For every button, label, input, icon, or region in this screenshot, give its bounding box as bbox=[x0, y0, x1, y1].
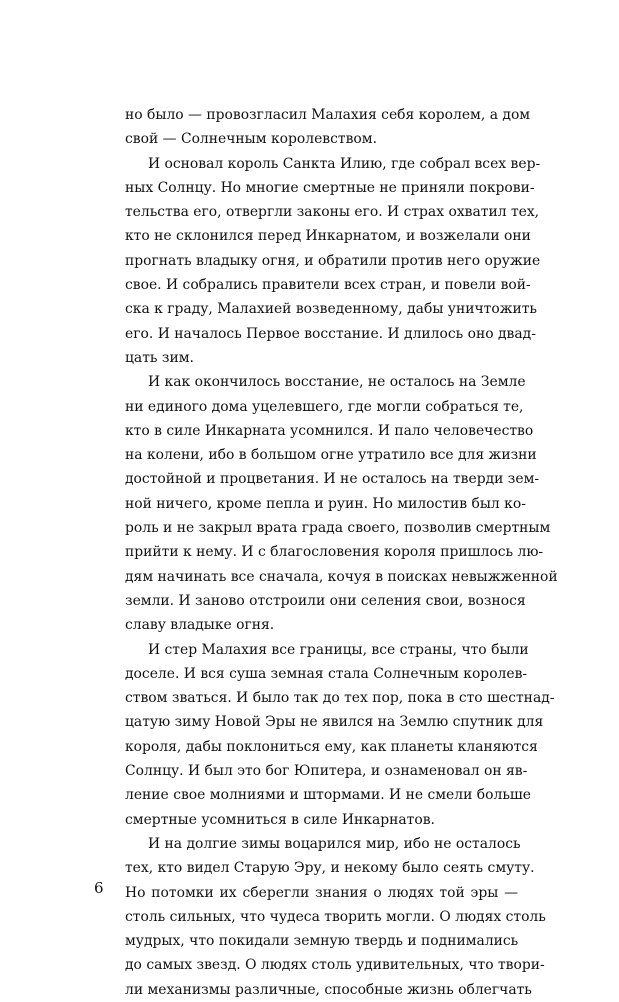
text-line: мудрых, что покидали земную твердь и поднимались bbox=[125, 933, 519, 950]
text-line: цатую зиму Новой Эры не явился на Землю спутник для bbox=[125, 714, 544, 731]
text-line: цать зим. bbox=[125, 349, 194, 366]
text-line: на колени, ибо в большом огне утратило все для жизни bbox=[125, 447, 537, 464]
text-line: ни единого дома уцелевшего, где могли собраться те, bbox=[125, 398, 524, 415]
text-line: земли. И заново отстроили они селения свои, вознося bbox=[125, 592, 526, 609]
text-line: ной ничего, кроме пепла и руин. Но милостив был ко- bbox=[125, 495, 526, 512]
text-line: роль и не закрыл врата града своего, позволив смертным bbox=[125, 520, 551, 537]
text-line: тельства его, отвергли законы его. И страх охватил тех, bbox=[125, 204, 540, 221]
text-line: прогнать владыку огня, и обратили против него оружие bbox=[125, 252, 541, 269]
paragraph-first-line: И на долгие зимы воцарился мир, ибо не осталось bbox=[148, 835, 521, 852]
text-line: ска к граду, Малахией возведенному, дабы уничтожить bbox=[125, 301, 537, 318]
page-body-text bbox=[125, 103, 558, 1002]
paragraph-first-line: И стер Малахия все границы, все страны, что были bbox=[148, 641, 529, 658]
text-line: его. И началось Первое восстание. И длилось оно двад- bbox=[125, 325, 536, 342]
text-line: ных Солнцу. Но многие смертные не приняли покрови- bbox=[125, 179, 535, 196]
text-line: до самых звезд. О людях столь удивительных, что твори- bbox=[125, 957, 545, 974]
text-line: столь сильных, что чудеса творить могли. О людях столь bbox=[125, 908, 546, 925]
text-line: доселе. И вся суша земная стала Солнечным королев- bbox=[125, 665, 528, 682]
text-line: свой — Солнечным королевством. bbox=[125, 131, 377, 148]
paragraph-first-line: И основал король Санкта Илию, где собрал всех вер- bbox=[148, 155, 541, 172]
text-line: тех, кто видел Старую Эру, и некому было сеять смуту. bbox=[125, 860, 535, 877]
text-line: кто в силе Инкарната усомнился. И пало человечество bbox=[125, 422, 534, 439]
text-line: но было — провозгласил Малахия себя королем, а дом bbox=[125, 107, 531, 123]
paragraph-first-line: И как окончилось восстание, не осталось на Земле bbox=[148, 374, 526, 391]
text-line: смертные усомниться в силе Инкарнатов. bbox=[125, 811, 435, 828]
page-number: 6 bbox=[94, 879, 104, 897]
text-line: Солнцу. И был это бог Юпитера, и ознаменовал он яв- bbox=[125, 763, 528, 780]
text-line: Но потомки их сберегли знания о людях той эры — bbox=[125, 884, 518, 901]
text-line: ством зваться. И было так до тех пор, пока в сто шестнад- bbox=[125, 690, 555, 707]
text-line: достойной и процветания. И не осталось на тверди зем- bbox=[125, 471, 540, 488]
text-line: свое. И собрались правители всех стран, и повели вой- bbox=[125, 277, 531, 294]
text-line: ли механизмы различные, способные жизнь облегчать bbox=[125, 981, 532, 998]
text-line: прийти к нему. И с благословения короля пришлось лю- bbox=[125, 544, 544, 561]
text-line: короля, дабы поклониться ему, как планеты кланяются bbox=[125, 738, 538, 755]
text-line: кто не склонился перед Инкарнатом, и возжелали они bbox=[125, 228, 531, 245]
text-line: славу владыке огня. bbox=[125, 617, 275, 634]
text-line: дям начинать все сначала, кочуя в поисках невыжженной bbox=[125, 568, 558, 585]
text-line: ление свое молниями и штормами. И не смели больше bbox=[125, 787, 532, 804]
